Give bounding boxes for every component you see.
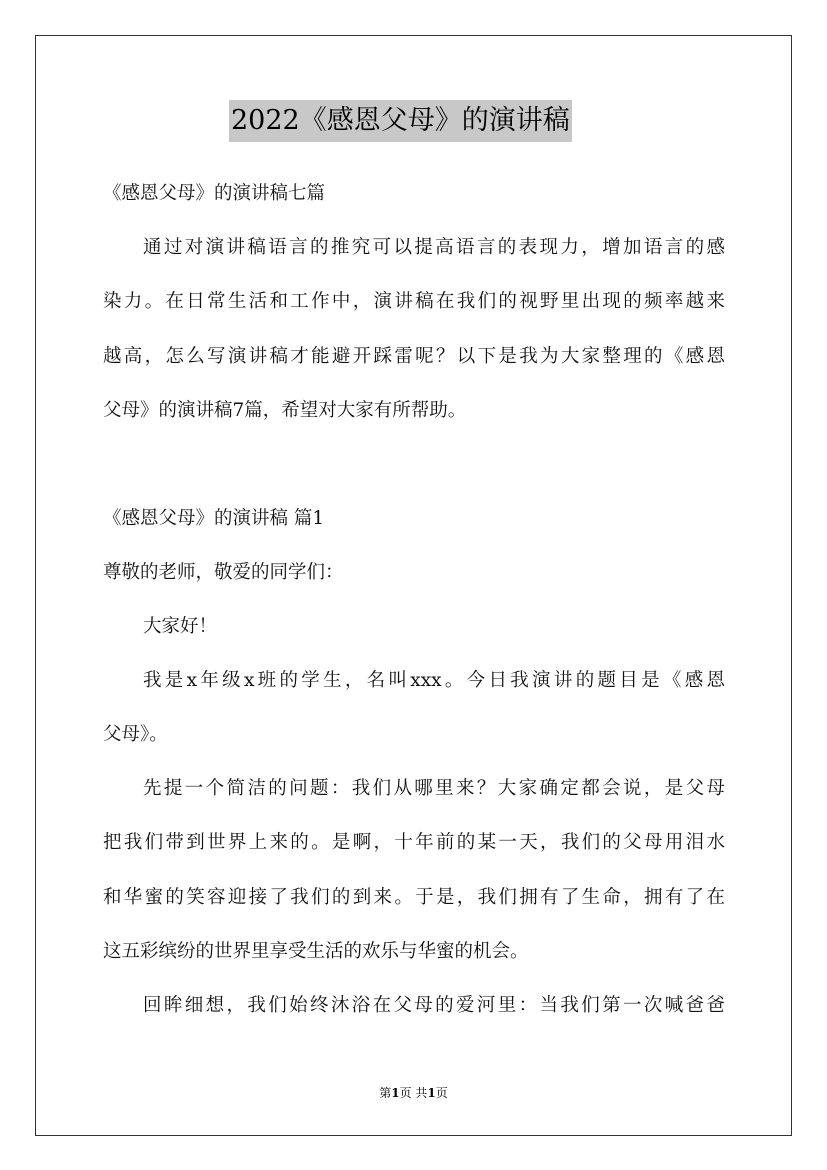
para2-line-4: 这五彩缤纷的世界里享受生活的欢乐与华蜜的机会。	[103, 941, 529, 962]
salutation: 尊敬的老师，敬爱的同学们：	[103, 562, 344, 583]
para1-line-2: 父母》。	[103, 724, 168, 745]
footer-page-current: 1	[391, 1086, 400, 1100]
para3-line-1: 回眸细想，我们始终沐浴在父母的爱河里：当我们第一次喊爸爸	[143, 995, 725, 1016]
intro-line-4: 父母》的演讲稿7篇，希望对大家有所帮助。	[103, 400, 467, 421]
para2-line-3: 和华蜜的笑容迎接了我们的到来。于是，我们拥有了生命，拥有了在	[103, 887, 725, 908]
intro-line-2: 染力。在日常生活和工作中，演讲稿在我们的视野里出现的频率越来	[103, 291, 725, 312]
footer-page-mid: 页 共	[399, 1086, 428, 1100]
document-title: 2022《感恩父母》的演讲稿	[229, 100, 572, 142]
section-heading: 《感恩父母》的演讲稿 篇1	[103, 508, 325, 529]
para2-line-2: 把我们带到世界上来的。是啊，十年前的某一天，我们的父母用泪水	[103, 832, 725, 853]
footer-page-total: 1	[427, 1086, 436, 1100]
page-footer	[0, 1084, 827, 1102]
intro-line-3: 越高，怎么写演讲稿才能避开踩雷呢？以下是我为大家整理的《感恩	[103, 346, 725, 367]
footer-page-suffix: 页	[435, 1086, 448, 1100]
intro-line-1: 通过对演讲稿语言的推究可以提高语言的表现力，增加语言的感	[143, 237, 725, 258]
para1-line-1: 我是x年级x班的学生，名叫xxx。今日我演讲的题目是《感恩	[143, 670, 725, 691]
footer-page-prefix: 第	[379, 1086, 392, 1100]
para2-line-1: 先提一个简洁的问题：我们从哪里来？大家确定都会说，是父母	[143, 778, 725, 799]
greeting: 大家好！	[143, 616, 218, 637]
document-subtitle: 《感恩父母》的演讲稿七篇	[103, 183, 326, 204]
